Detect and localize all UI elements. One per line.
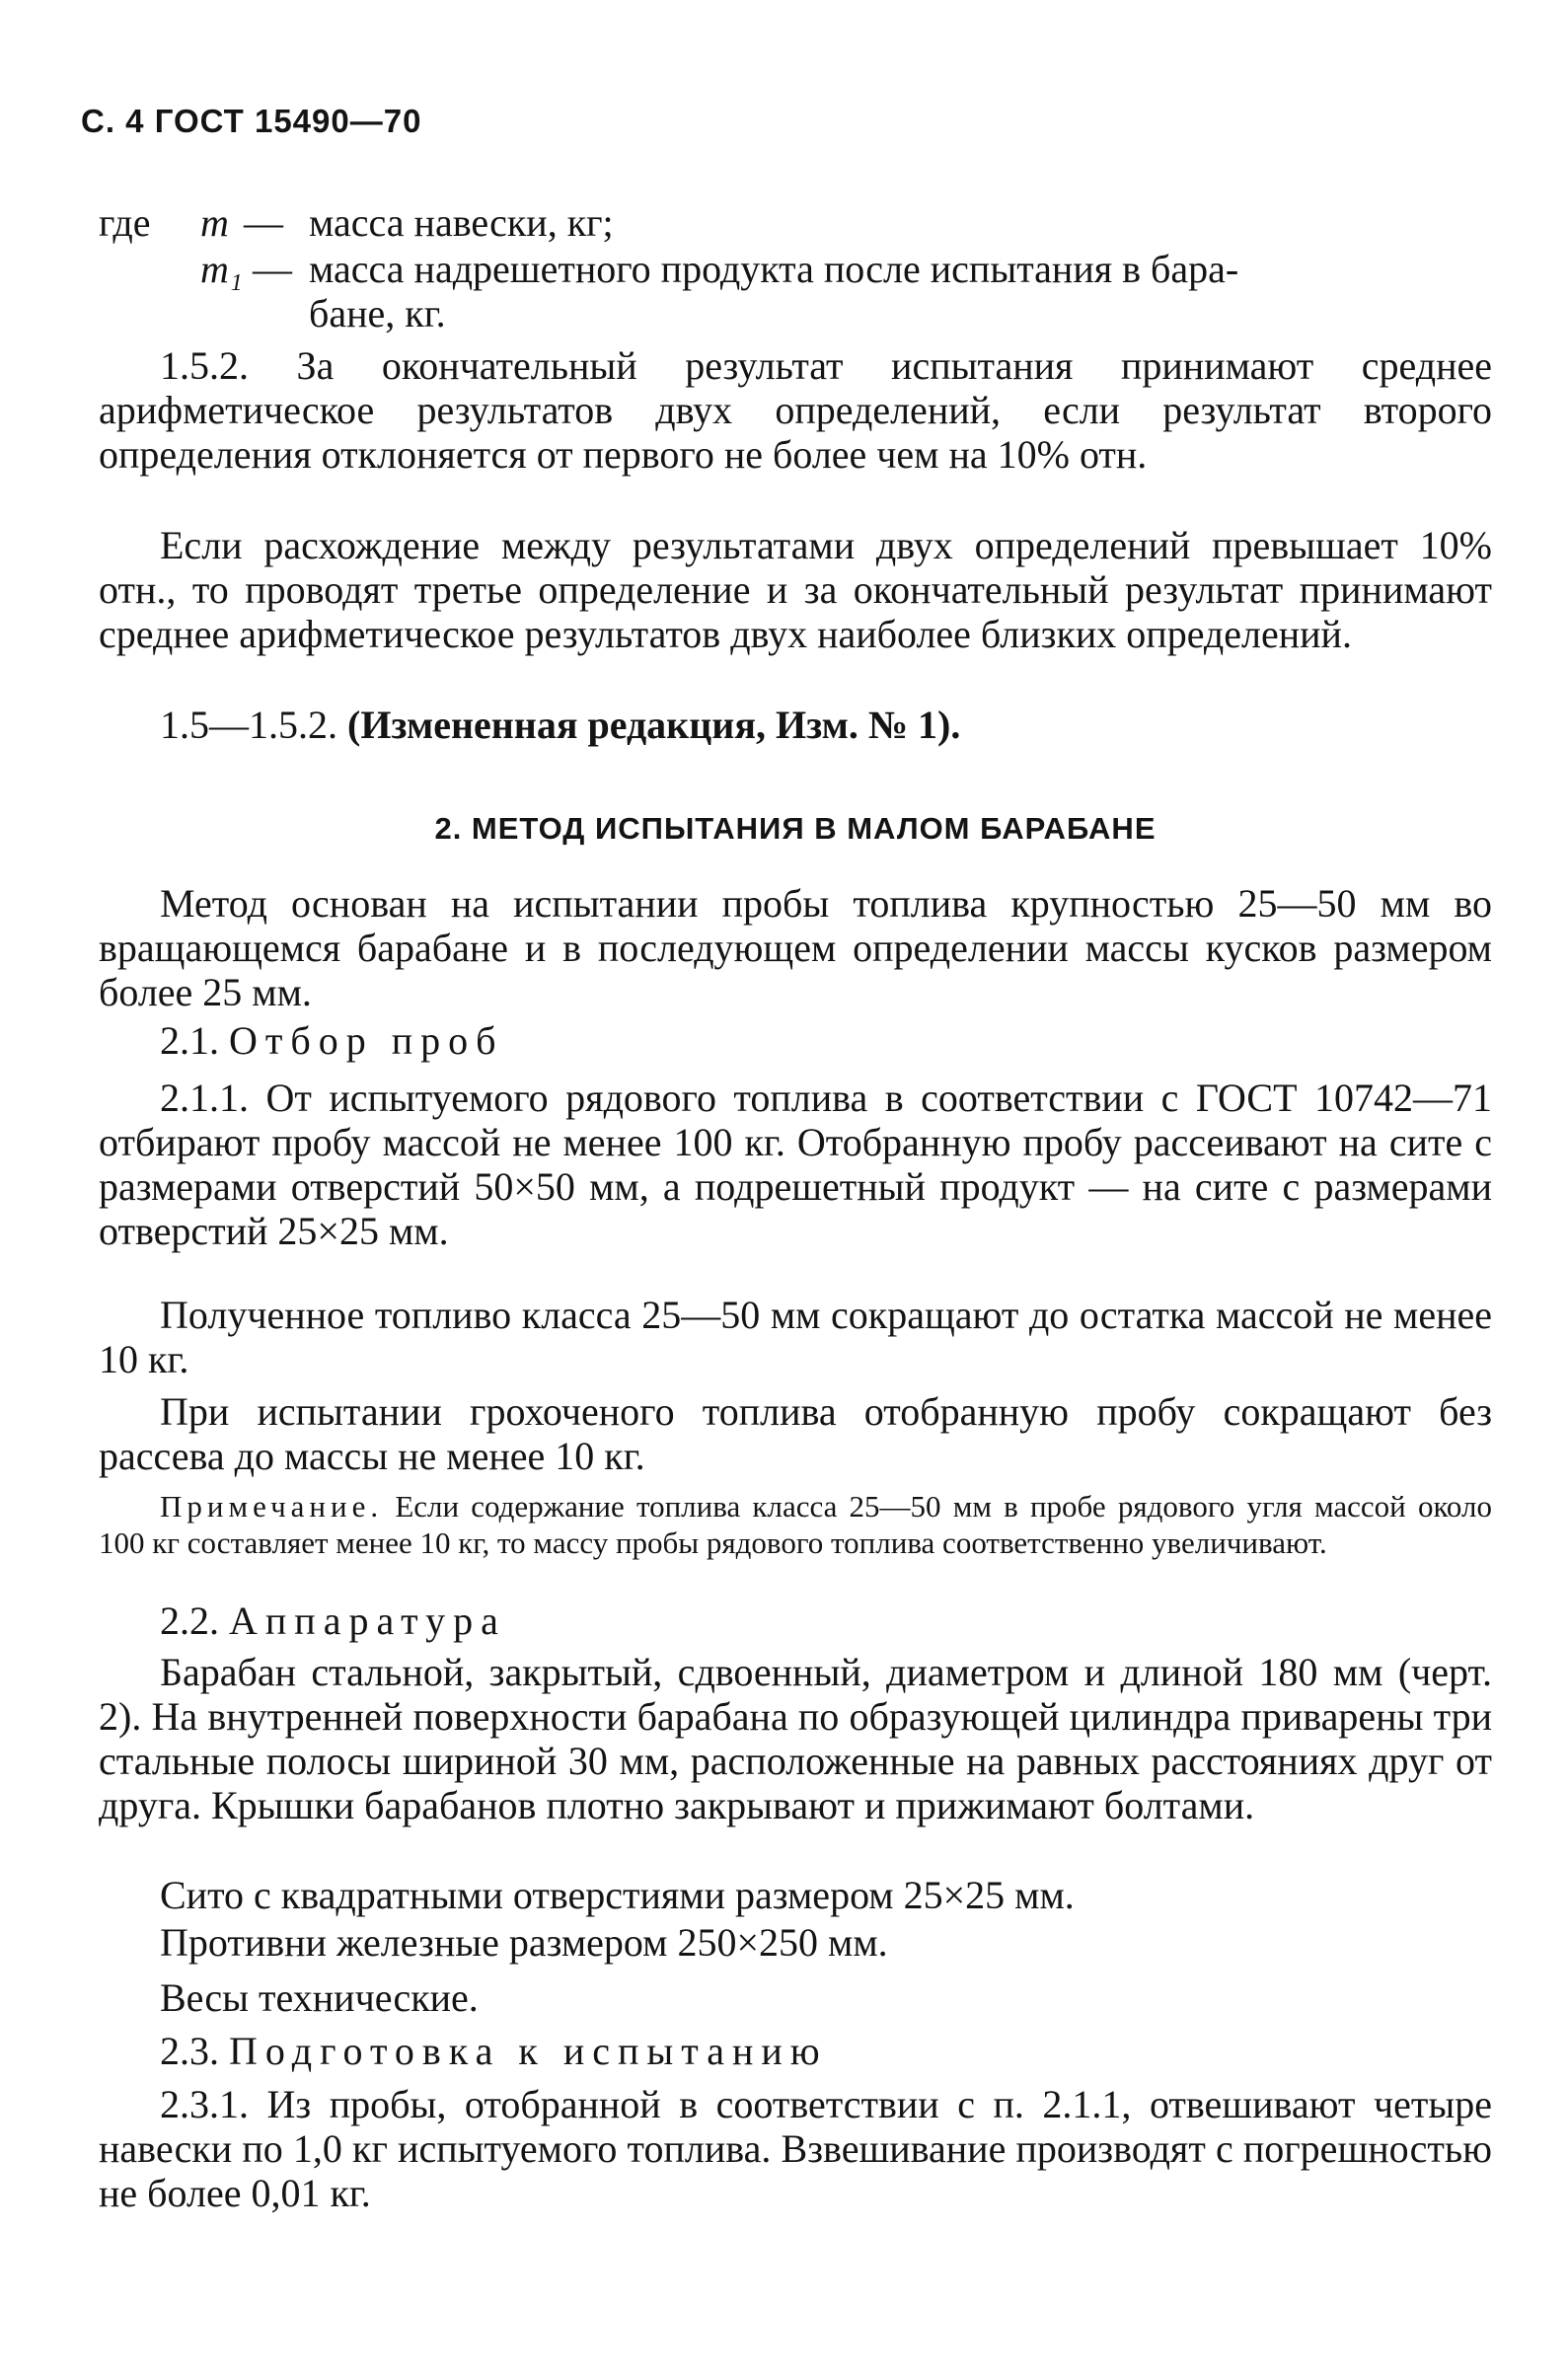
- subsection-2-3-title: [99, 2029, 1492, 2073]
- amendment-number: 1.5—1.5.2.: [160, 703, 337, 747]
- subsection-2-1-title: [99, 1018, 1492, 1063]
- section-2-intro: Метод основан на испытании пробы топлива крупностью 25—50 мм во вращающемся барабане и в последующем определении массы кусков размером более 25 мм.: [99, 881, 1492, 1014]
- amendment-line: [99, 703, 1492, 747]
- paragraph-2-1-1: 2.1.1. От испытуемого рядового топлива в соответствии с ГОСТ 10742—71 отбирают пробу массой не менее 100 кг. Отобранную пробу рассеивают на сите с размерами отверстий 50×50 мм, а подрешетный продукт — на сите с размерами отверстий 25×25 мм.: [99, 1076, 1492, 1253]
- paragraph-trays: Противни железные размером 250×250 мм.: [160, 1920, 888, 1965]
- subsection-number: 2.1.: [160, 1018, 219, 1063]
- subsection-title: Подготовка к испытанию: [229, 2029, 828, 2073]
- def-m1-text-line1: масса надрешетного продукта после испытания в бара-: [309, 247, 1239, 291]
- amendment-text: (Измененная редакция, Изм. № 1).: [347, 703, 961, 747]
- section-2-heading: 2. МЕТОД ИСПЫТАНИЯ В МАЛОМ БАРАБАНЕ: [434, 811, 1157, 846]
- subsection-title: Отбор проб: [229, 1018, 504, 1063]
- page-header: С. 4 ГОСТ 15490—70: [81, 103, 422, 139]
- note: [99, 1488, 1492, 1561]
- paragraph-obtained-fuel: Полученное топливо класса 25—50 мм сокращают до остатка массой не менее 10 кг.: [99, 1293, 1492, 1381]
- subsection-2-2-title: [99, 1598, 1492, 1643]
- paragraph-scales: Весы технические.: [160, 1975, 479, 2020]
- subsection-number: 2.3.: [160, 2029, 219, 2073]
- paragraph-drum: Барабан стальной, закрытый, сдвоенный, диаметром и длиной 180 мм (черт. 2). На внутренней поверхности барабана по образующей цилиндра приварены три стальные полосы шириной 30 мм, расположенные на равных расстояниях друг от друга. Крышки барабанов плотно закрывают и прижимают болтами.: [99, 1650, 1492, 1827]
- subsection-number: 2.2.: [160, 1598, 219, 1643]
- note-label: Примечание.: [160, 1489, 384, 1524]
- paragraph-1-5-2: 1.5.2. За окончательный результат испытания принимают среднее арифметическое результатов двух определений, если результат второго определения отклоняется от первого не более чем на 10% отн.: [99, 343, 1492, 477]
- paragraph-screened-fuel: При испытании грохоченого топлива отобранную пробу сокращают без рассева до массы не менее 10 кг.: [99, 1389, 1492, 1478]
- def-m-text: масса навески, кг;: [309, 200, 614, 245]
- paragraph-discrepancy: Если расхождение между результатами двух определений превышает 10% отн., то проводят третье определение и за окончательный результат принимают среднее арифметическое результатов двух наиболее близких определений.: [99, 523, 1492, 656]
- paragraph-sieve: Сито с квадратными отверстиями размером 25×25 мм.: [160, 1873, 1075, 1917]
- note-text: Если содержание топлива класса 25—50 мм в пробе рядового угля массой около 100 кг составляет менее 10 кг, то массу пробы рядового топлива соответственно увеличивают.: [99, 1489, 1492, 1560]
- where-label: где: [99, 200, 151, 245]
- subsection-title: Аппаратура: [229, 1598, 506, 1643]
- def-dash: —: [244, 200, 283, 245]
- paragraph-2-3-1: 2.3.1. Из пробы, отобранной в соответствии с п. 2.1.1, отвешивают четыре навески по 1,0 кг испытуемого топлива. Взвешивание производят с погрешностью не более 0,01 кг.: [99, 2082, 1492, 2215]
- def-dash: —: [253, 247, 292, 291]
- var-m1: m₁: [200, 247, 243, 291]
- var-m: m: [200, 200, 229, 245]
- def-m1-text-line2: бане, кг.: [309, 291, 446, 335]
